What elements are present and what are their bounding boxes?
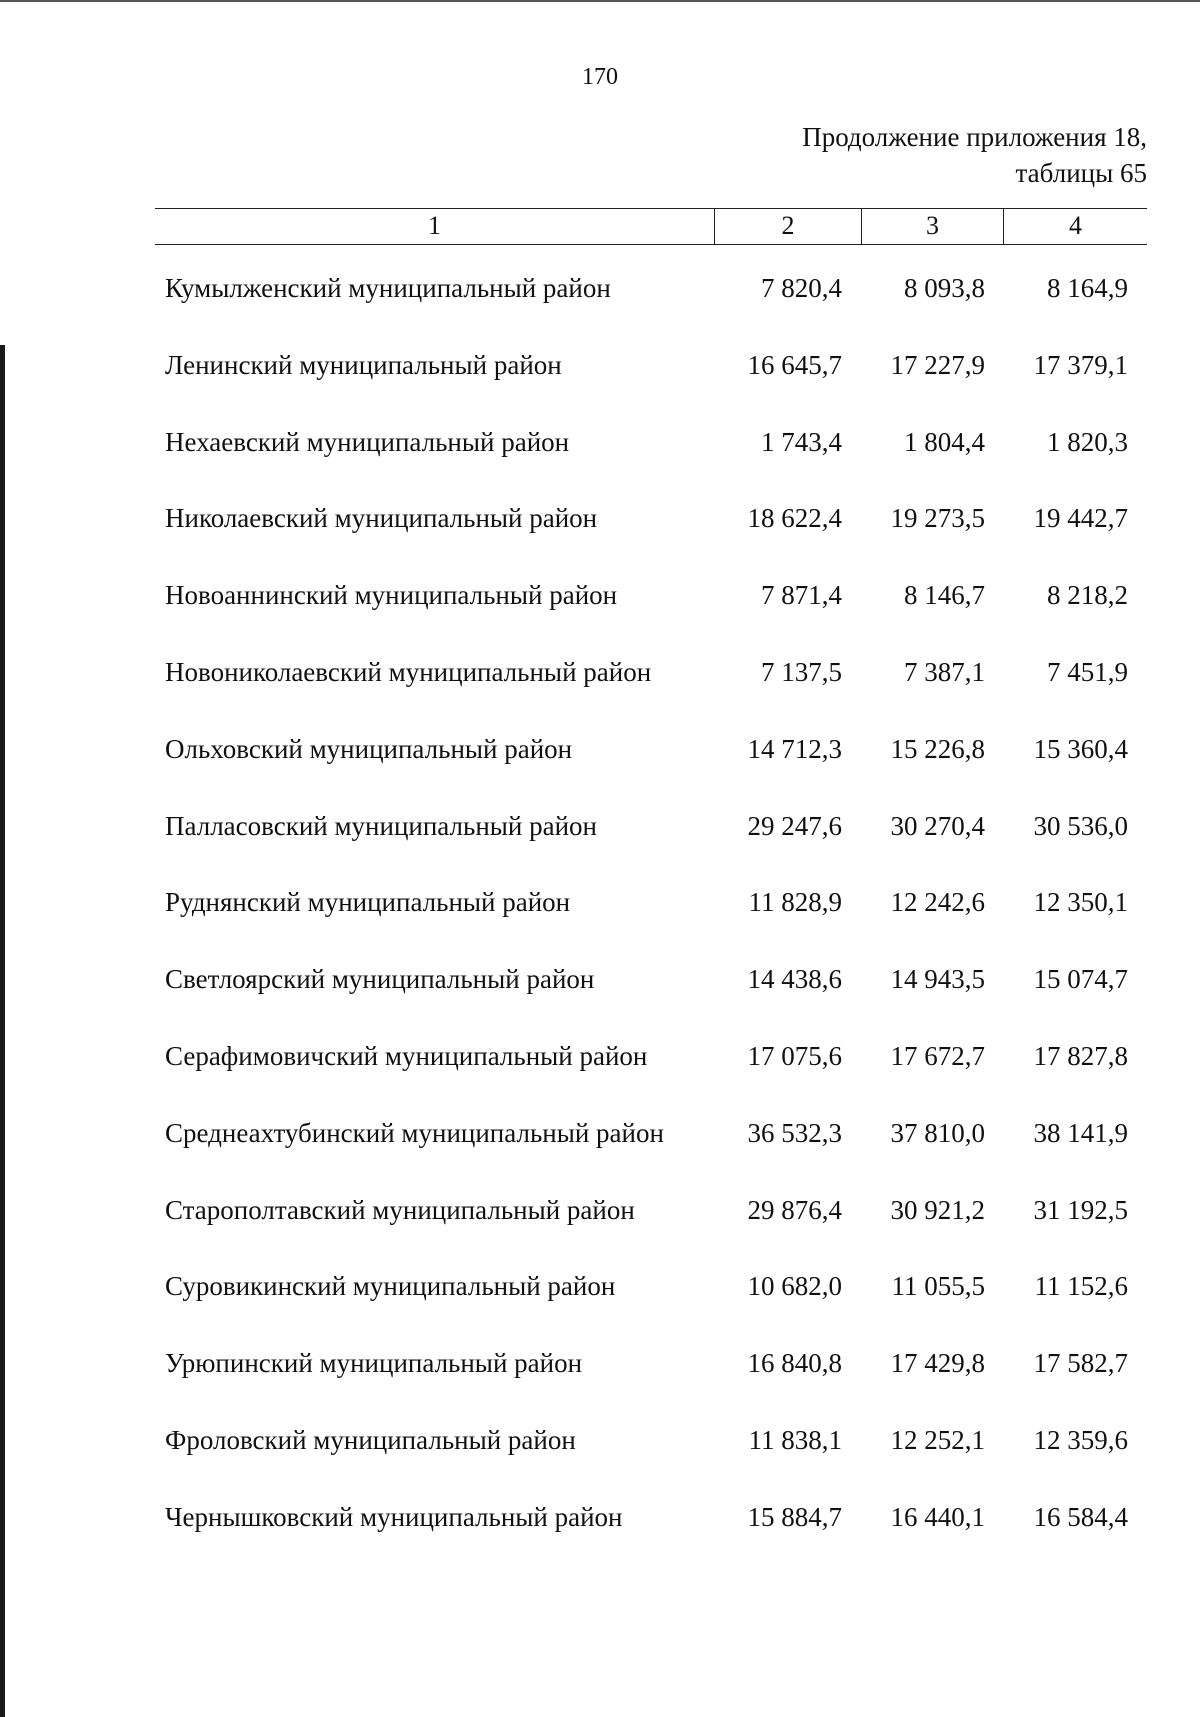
- district-name: Кумылженский муниципальный район: [165, 273, 611, 303]
- continuation-line-1: Продолжение приложения 18,: [802, 122, 1147, 152]
- district-name: Серафимовичский муниципальный район: [165, 1040, 648, 1071]
- value-col-4: 19 442,7: [1033, 503, 1128, 534]
- district-name: Среднеахтубинский муниципальный район: [165, 1117, 664, 1148]
- value-col-4: 12 359,6: [1033, 1424, 1128, 1455]
- value-col-3: 16 440,1: [890, 1501, 985, 1532]
- value-col-4: 11 152,6: [1034, 1271, 1128, 1302]
- district-name: Руднянский муниципальный район: [165, 887, 571, 918]
- district-name: Николаевский муниципальный район: [165, 503, 598, 534]
- value-col-4: 38 141,9: [1033, 1117, 1128, 1148]
- table-row: [165, 1268, 1147, 1345]
- table-row: [165, 731, 1147, 808]
- value-col-4: 17 827,8: [1033, 1040, 1128, 1071]
- district-name: Чернышковский муниципальный район: [165, 1501, 623, 1532]
- district-name: Старополтавский муниципальный район: [165, 1194, 635, 1225]
- value-col-2: 16 840,8: [747, 1348, 842, 1379]
- continuation-line-2: таблицы 65: [1015, 158, 1147, 188]
- value-col-4: 16 584,4: [1033, 1501, 1128, 1532]
- value-col-2: 7 871,4: [761, 580, 842, 611]
- table-row: [165, 1422, 1147, 1499]
- value-col-2: 14 712,3: [747, 733, 842, 764]
- district-name: Урюпинский муниципальный район: [165, 1348, 583, 1379]
- table-row: [165, 1038, 1147, 1115]
- value-col-3: 8 093,8: [904, 273, 985, 303]
- table-row: [165, 1192, 1147, 1269]
- value-col-2: 11 838,1: [748, 1424, 842, 1455]
- value-col-4: 8 164,9: [1047, 273, 1128, 303]
- value-col-2: 18 622,4: [747, 503, 842, 534]
- value-col-2: 10 682,0: [747, 1271, 842, 1302]
- district-name: Нехаевский муниципальный район: [165, 426, 570, 457]
- value-col-3: 37 810,0: [890, 1117, 985, 1148]
- district-name: Ольховский муниципальный район: [165, 733, 573, 764]
- table-row: [165, 347, 1147, 424]
- table-header: [155, 208, 1147, 245]
- scan-edge-top: [0, 0, 1200, 2]
- value-col-4: 15 074,7: [1033, 964, 1128, 995]
- value-col-3: 12 252,1: [890, 1424, 985, 1455]
- value-col-4: 7 451,9: [1047, 656, 1128, 687]
- page-number: 170: [582, 64, 618, 90]
- value-col-3: 7 387,1: [904, 656, 985, 687]
- district-name: Новониколаевский муниципальный район: [165, 656, 652, 687]
- value-col-3: 14 943,5: [890, 964, 985, 995]
- table-row: [165, 961, 1147, 1038]
- value-col-4: 15 360,4: [1033, 733, 1128, 764]
- table-row: [165, 884, 1147, 961]
- value-col-3: 11 055,5: [891, 1271, 985, 1302]
- value-col-4: 12 350,1: [1033, 887, 1128, 918]
- value-col-3: 17 429,8: [890, 1348, 985, 1379]
- district-name: Палласовский муниципальный район: [165, 810, 597, 841]
- value-col-4: 30 536,0: [1033, 810, 1128, 841]
- district-name: Суровикинский муниципальный район: [165, 1271, 616, 1302]
- value-col-2: 29 876,4: [747, 1194, 842, 1225]
- header-col-2: 2: [715, 209, 862, 244]
- table-row: [165, 808, 1147, 885]
- value-col-3: 15 226,8: [890, 733, 985, 764]
- scan-edge-left: [0, 345, 5, 1717]
- table-row: [165, 1345, 1147, 1422]
- value-col-2: 7 137,5: [761, 656, 842, 687]
- value-col-2: 16 645,7: [747, 349, 842, 380]
- table-row: [165, 1499, 1147, 1576]
- value-col-3: 17 672,7: [890, 1040, 985, 1071]
- district-name: Ленинский муниципальный район: [165, 349, 562, 380]
- table-row: [165, 500, 1147, 577]
- table-row: [165, 424, 1147, 501]
- value-col-3: 1 804,4: [904, 426, 985, 457]
- value-col-2: 29 247,6: [747, 810, 842, 841]
- table-row: [165, 1115, 1147, 1192]
- value-col-4: 8 218,2: [1047, 580, 1128, 611]
- value-col-4: 17 582,7: [1033, 1348, 1128, 1379]
- header-col-3: 3: [862, 209, 1004, 244]
- table-body: [165, 270, 1147, 1576]
- value-col-2: 11 828,9: [748, 887, 842, 918]
- table-row: [165, 270, 1147, 347]
- value-col-2: 17 075,6: [747, 1040, 842, 1071]
- header-col-4: 4: [1069, 211, 1082, 240]
- value-col-2: 14 438,6: [747, 964, 842, 995]
- value-col-2: 36 532,3: [747, 1117, 842, 1148]
- district-name: Новоаннинский муниципальный район: [165, 580, 618, 611]
- value-col-4: 31 192,5: [1033, 1194, 1128, 1225]
- value-col-2: 7 820,4: [761, 273, 842, 303]
- district-name: Фроловский муниципальный район: [165, 1424, 576, 1455]
- value-col-3: 8 146,7: [904, 580, 985, 611]
- value-col-3: 30 270,4: [890, 810, 985, 841]
- value-col-2: 15 884,7: [747, 1501, 842, 1532]
- header-col-1: 1: [155, 209, 715, 244]
- table-row: [165, 654, 1147, 731]
- continuation-note: [802, 119, 1147, 191]
- table-row: [165, 577, 1147, 654]
- value-col-4: 1 820,3: [1047, 426, 1128, 457]
- value-col-3: 19 273,5: [890, 503, 985, 534]
- value-col-2: 1 743,4: [761, 426, 842, 457]
- value-col-3: 30 921,2: [890, 1194, 985, 1225]
- value-col-3: 17 227,9: [890, 349, 985, 380]
- value-col-4: 17 379,1: [1033, 349, 1128, 380]
- district-name: Светлоярский муниципальный район: [165, 964, 595, 995]
- value-col-3: 12 242,6: [890, 887, 985, 918]
